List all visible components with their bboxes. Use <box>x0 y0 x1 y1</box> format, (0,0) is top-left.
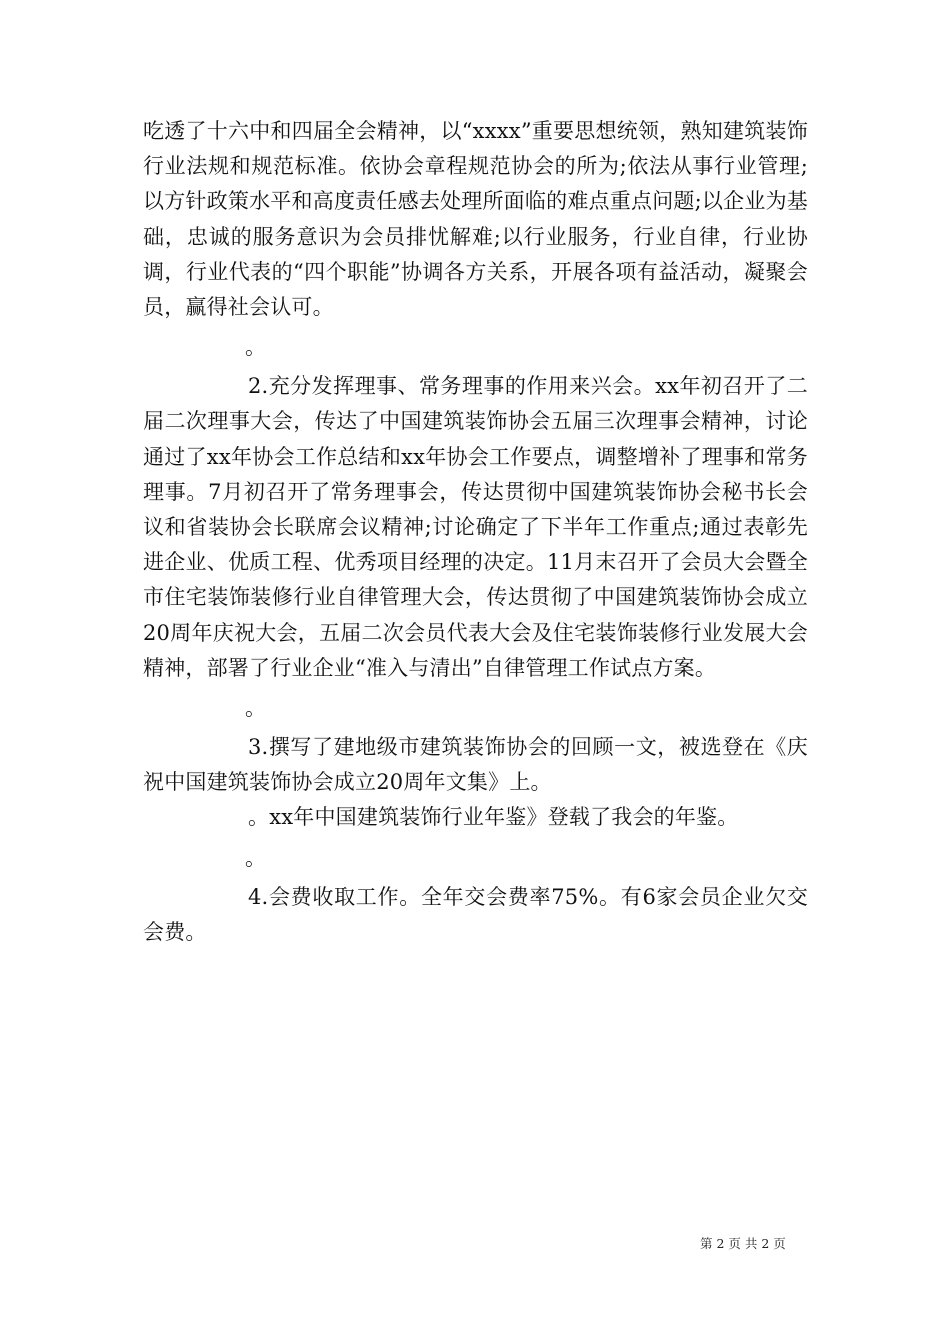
page-number-footer: 第 2 页 共 2 页 <box>700 1236 786 1251</box>
paragraph-yearbook: 。xx年中国建筑装饰行业年鉴》登载了我会的年鉴。 <box>248 805 739 830</box>
paragraph-item-2: 2.充分发挥理事、常务理事的作用来兴会。xx年初召开了二届二次理事大会，传达了中国建筑装饰协会五届三次理事会精神，讨论通过了xx年协会工作总结和xx年协会工作要点，调整增补了理事和常务理事。7月初召开了常务理事会，传达贯彻中国建筑装饰协会秘书长会议和省装协会长联席会议精神;讨论确定了下半年工作重点;通过表彰先进企业、优质工程、优秀项目经理的决定。11月末召开了会员大会暨全市住宅装饰装修行业自律管理大会，传达贯彻了中国建筑装饰协会成立20周年庆祝大会，五届二次会员代表大会及住宅装饰装修行业发展大会精神，部署了行业企业“准入与清出”自律管理工作试点方案。 <box>143 374 808 680</box>
paragraph-principles: 吃透了十六中和四届全会精神，以“xxxx”重要思想统领，熟知建筑装饰行业法规和规范标准。依协会章程规范协会的所为;依法从事行业管理;以方针政策水平和高度责任感去处理所面临的难点重点问题;以企业为基础，忠诚的服务意识为会员排忧解难;以行业服务，行业自律，行业协调，行业代表的“四个职能”协调各方关系，开展各项有益活动，凝聚会员，赢得社会认可。 <box>143 119 808 320</box>
paragraph-separator: 。 <box>245 845 267 870</box>
paragraph-item-4: 4.会费收取工作。全年交会费率75%。有6家会员企业欠交会费。 <box>143 884 808 944</box>
paragraph-separator: 。 <box>245 696 267 721</box>
paragraph-item-3: 3.撰写了建地级市建筑装饰协会的回顾一文，被选登在《庆祝中国建筑装饰协会成立20周年文集》上。 <box>143 735 808 795</box>
document-body <box>143 114 808 950</box>
paragraph-separator: 。 <box>245 335 267 360</box>
